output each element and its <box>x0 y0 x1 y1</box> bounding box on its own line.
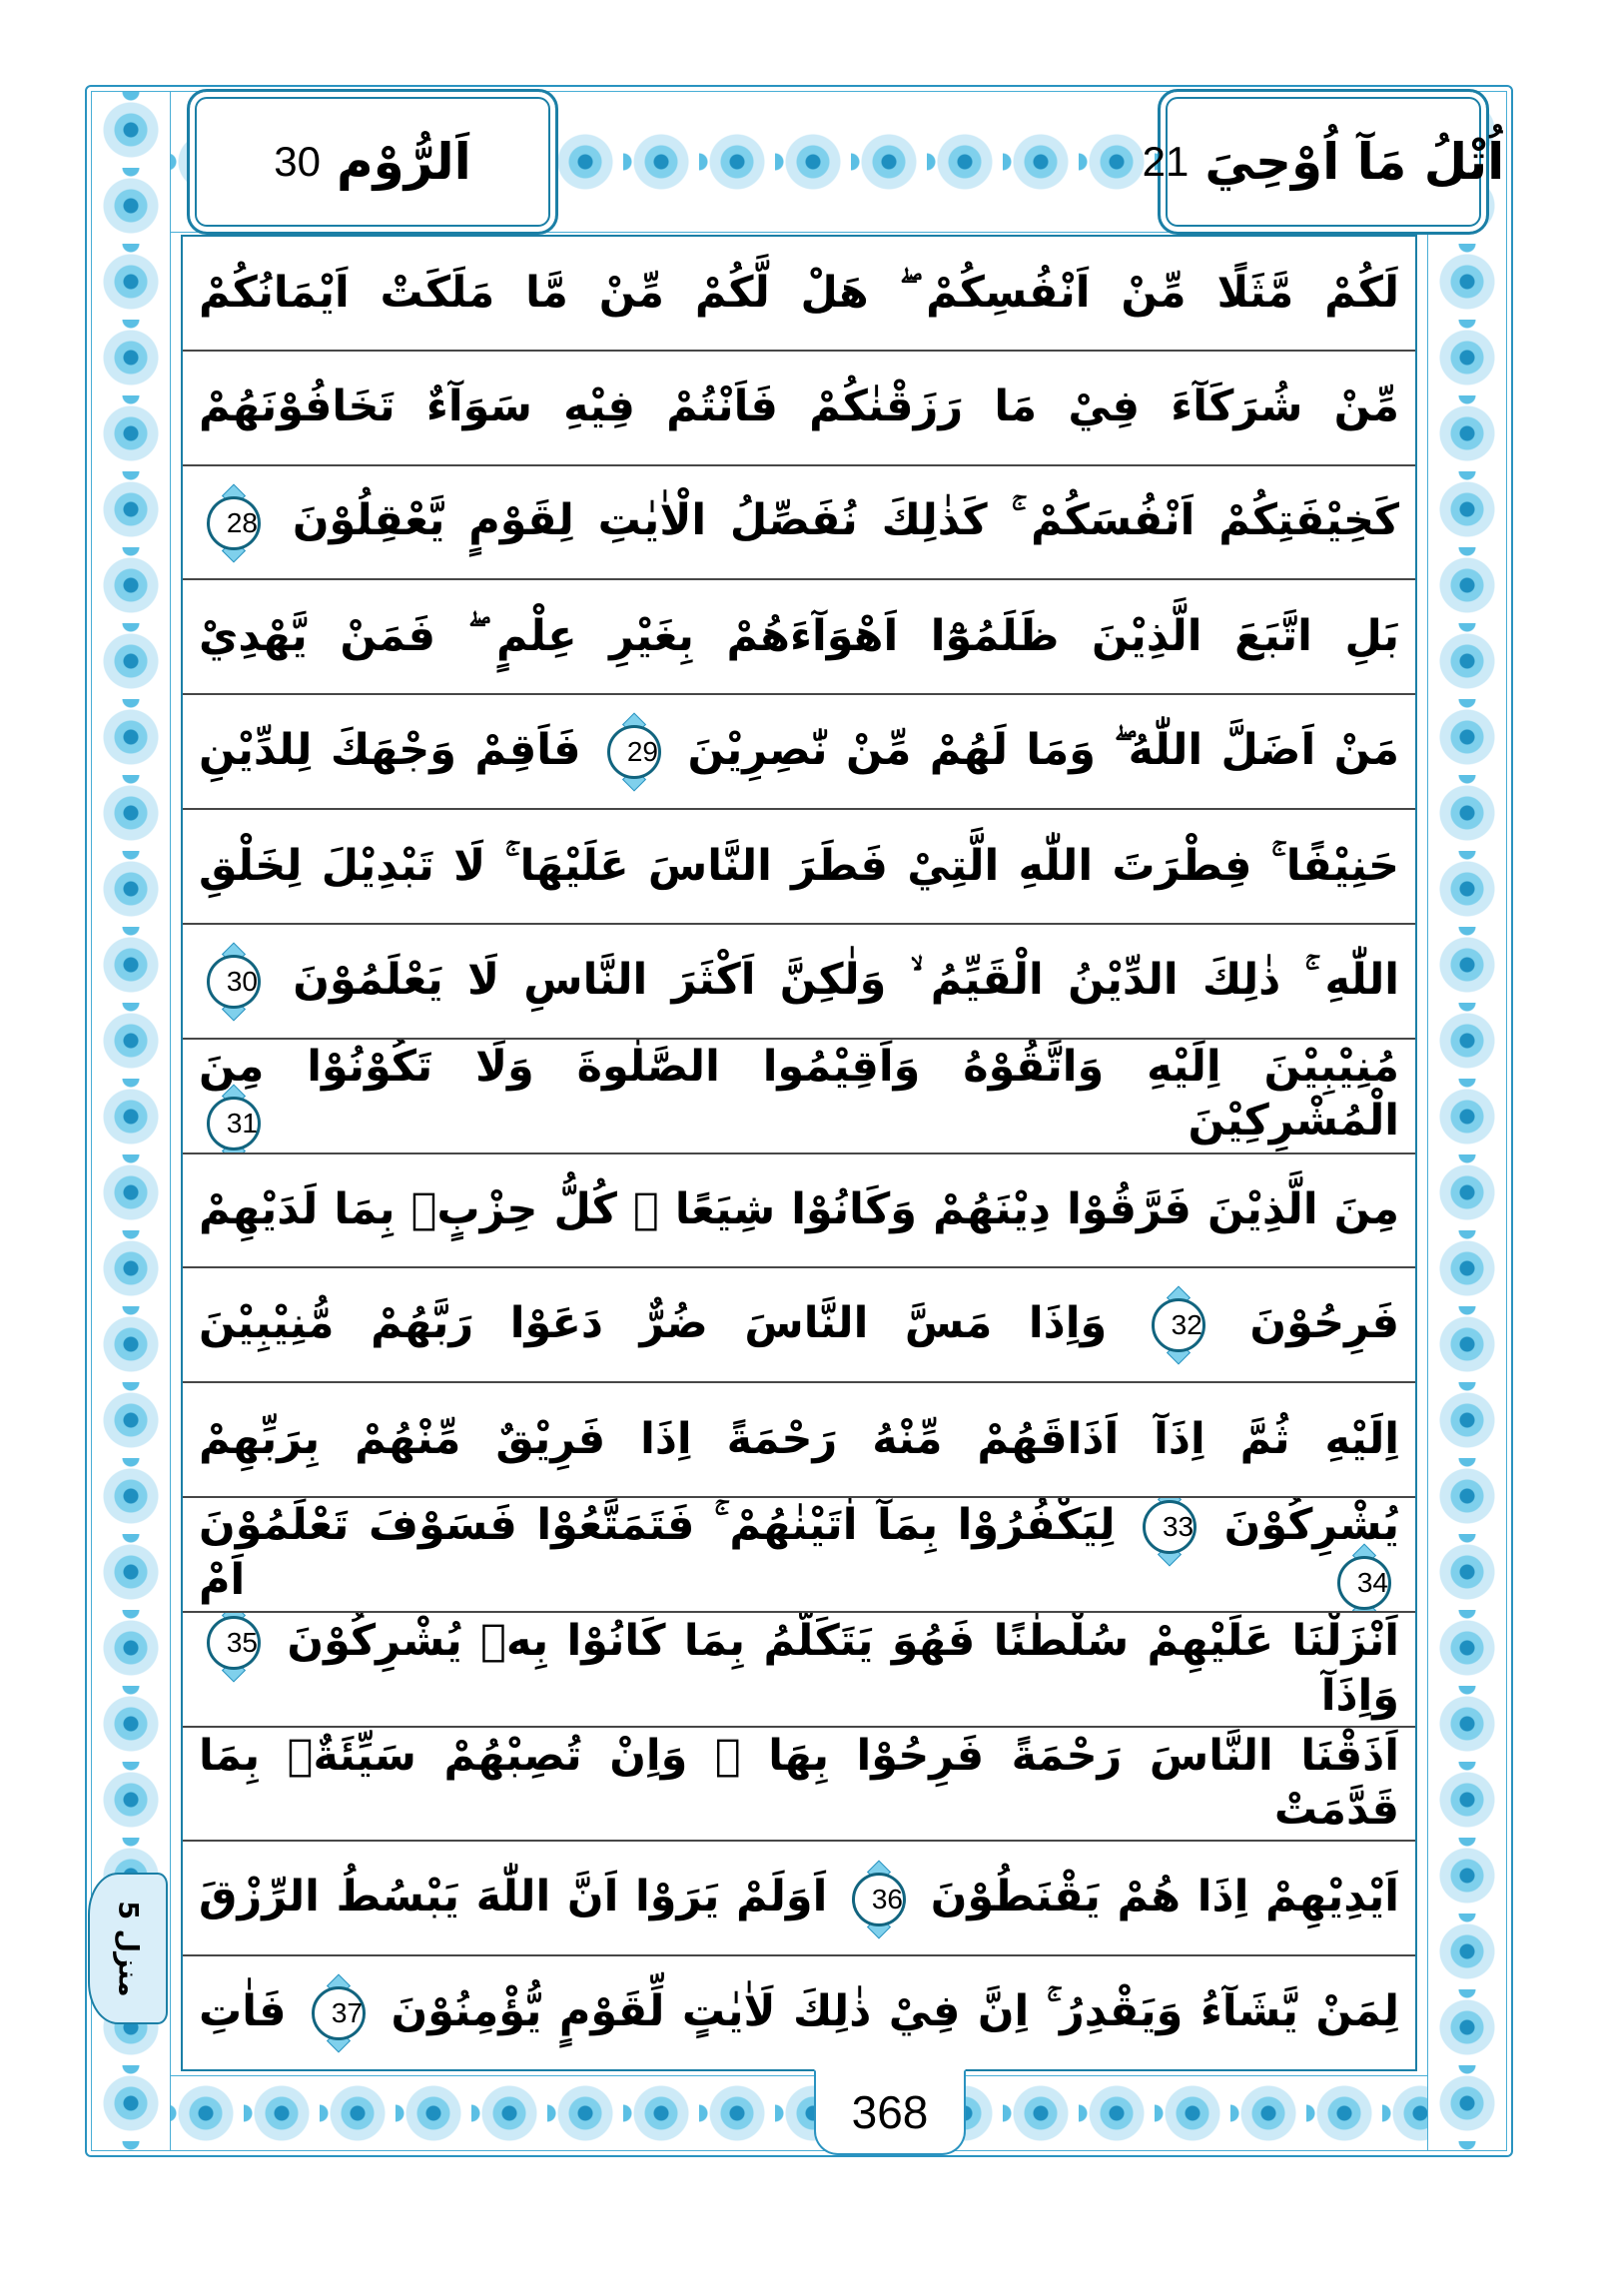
quran-line <box>199 494 1399 550</box>
ayah-text: حَنِيْفًا ۚ فِطْرَتَ اللّٰهِ الَّتِيْ فَطَرَ النَّاسَ عَلَيْهَا ۚ لَا تَبْدِيْلَ لِخَلْقِ <box>199 840 1399 891</box>
ayah-text: اَذَقْنَا النَّاسَ رَحْمَةً فَرِحُوْا بِهَا ۖ وَاِنْ تُصِبْهُمْ سَيِّئَةٌۢ بِمَا قَدَّمَتْ <box>199 1731 1399 1835</box>
page-number: 368 <box>851 2086 929 2138</box>
quran-line <box>199 1730 1399 1838</box>
ayah-text: اَيْدِيْهِمْ اِذَا هُمْ يَقْنَطُوْنَ <box>930 1872 1399 1922</box>
ayah-text: فَاٰتِ <box>199 1985 287 2036</box>
quran-line-row <box>183 925 1415 1040</box>
quran-line <box>199 1297 1399 1353</box>
quran-line-row <box>183 1040 1415 1154</box>
verse-number-badge: 30 <box>207 955 261 1009</box>
page-number-box <box>814 2069 966 2155</box>
ayah-text: وَاِذَا مَسَّ النَّاسَ ضُرٌّ دَعَوْا رَبَّهُمْ مُّنِيْبِيْنَ <box>199 1297 1108 1348</box>
manzil-marker <box>88 1873 168 2024</box>
quran-line <box>199 381 1399 434</box>
verse-number-badge: 37 <box>312 1986 366 2040</box>
verse-number-badge: 36 <box>852 1873 906 1926</box>
verse-number-badge: 33 <box>1143 1500 1197 1554</box>
ayah-text: لِمَنْ يَّشَآءُ وَيَقْدِرُ ۚ اِنَّ فِيْ ذٰلِكَ لَاٰيٰتٍ لِّقَوْمٍ يُّؤْمِنُوْنَ <box>391 1985 1399 2036</box>
quran-line <box>199 954 1399 1010</box>
quran-line-row <box>183 1154 1415 1269</box>
ornament-border-left <box>91 91 171 2151</box>
surah-name: اَلرُّوْم <box>336 133 471 191</box>
manzil-label: منزل 5 <box>112 1900 144 1997</box>
quran-line <box>199 610 1399 664</box>
quran-line-row <box>183 1268 1415 1383</box>
quran-line <box>199 1871 1399 1926</box>
juz-title-box <box>1142 89 1505 235</box>
ayah-text: مُنِيْبِيْنَ اِلَيْهِ وَاتَّقُوْهُ وَاَقِيْمُوا الصَّلٰوةَ وَلَا تَكُوْنُوْا مِنَ الْمُشْرِكِيْنَ <box>199 1042 1399 1147</box>
ayah-text: لَكُمْ مَّثَلًا مِّنْ اَنْفُسِكُمْ ۖ هَلْ لَّكُمْ مِّنْ مَّا مَلَكَتْ اَيْمَانُكُمْ <box>199 267 1399 318</box>
ornament-border-bottom <box>91 2075 1507 2151</box>
ayah-text: اَنْزَلْنَا عَلَيْهِمْ سُلْطٰنًا فَهُوَ يَتَكَلَّمُ بِمَا كَانُوْا بِهٖ يُشْرِكُوْنَ <box>287 1615 1399 1666</box>
juz-title: اُتْلُ مَآ اُوْحِيَ <box>1204 133 1505 191</box>
quran-line-row <box>183 466 1415 581</box>
ayah-text: كَخِيْفَتِكُمْ اَنْفُسَكُمْ ۚ كَذٰلِكَ نُفَصِّلُ الْاٰيٰتِ لِقَوْمٍ يَّعْقِلُوْنَ <box>292 495 1399 546</box>
ayah-text: اِلَيْهِ ثُمَّ اِذَآ اَذَاقَهُمْ مِّنْهُ رَحْمَةً اِذَا فَرِيْقٌ مِّنْهُمْ بِرَبِّهِمْ <box>199 1413 1399 1464</box>
ornament-border-right <box>1427 91 1507 2151</box>
quran-line <box>199 1985 1399 2041</box>
juz-number: 21 <box>1142 138 1190 185</box>
verse-number-badge: 29 <box>607 725 661 779</box>
quran-line <box>199 1041 1399 1149</box>
surah-title-box <box>187 89 558 235</box>
quran-line-row <box>183 580 1415 695</box>
quran-line-row <box>183 810 1415 925</box>
ayah-text: مِّنْ شُرَكَآءَ فِيْ مَا رَزَقْنٰكُمْ فَاَنْتُمْ فِيْهِ سَوَآءٌ تَخَافُوْنَهُمْ <box>199 382 1399 432</box>
quran-line-row <box>183 1383 1415 1498</box>
verse-number-badge: 32 <box>1152 1298 1205 1352</box>
quran-line-row <box>183 237 1415 352</box>
quran-line <box>199 1183 1399 1237</box>
quran-line <box>199 840 1399 894</box>
ayah-text: اللّٰهِ ۚ ذٰلِكَ الدِّيْنُ الْقَيِّمُ ۙ وَلٰكِنَّ اَكْثَرَ النَّاسِ لَا يَعْلَمُوْنَ <box>293 954 1399 1005</box>
decorative-frame <box>85 85 1513 2157</box>
quran-line-row <box>183 1613 1415 1728</box>
quran-line <box>199 1499 1399 1610</box>
ayah-text: اَوَلَمْ يَرَوْا اَنَّ اللّٰهَ يَبْسُطُ الرِّزْقَ <box>199 1872 828 1922</box>
ayah-text: وَاِذَآ <box>1320 1671 1399 1722</box>
quran-line <box>199 1413 1399 1467</box>
quran-line <box>199 1615 1399 1724</box>
verse-number-badge: 35 <box>207 1616 261 1670</box>
quran-line-row <box>183 352 1415 466</box>
ayah-text: فَرِحُوْنَ <box>1249 1297 1399 1348</box>
ayah-text: اَمْ <box>199 1555 246 1606</box>
verse-number-badge: 31 <box>207 1097 261 1150</box>
ayah-text: مِنَ الَّذِيْنَ فَرَّقُوْا دِيْنَهُمْ وَكَانُوْا شِيَعًا ۖ كُلُّ حِزْبٍۢ بِمَا لَدَيْهِمْ <box>199 1184 1399 1235</box>
quran-line-row <box>183 1728 1415 1843</box>
verse-number-badge: 28 <box>207 496 261 550</box>
quran-line-row <box>183 695 1415 810</box>
quran-line-row <box>183 1956 1415 2069</box>
surah-number: 30 <box>274 138 321 185</box>
verse-number-badge: 34 <box>1337 1556 1391 1610</box>
ayah-text: مَنْ اَضَلَّ اللّٰهُ ۖ وَمَا لَهُمْ مِّنْ نّٰصِرِيْنَ <box>687 724 1399 775</box>
quran-line <box>199 267 1399 321</box>
ayah-text: يُشْرِكُوْنَ <box>1223 1499 1399 1550</box>
ayah-text: فَاَقِمْ وَجْهَكَ لِلدِّيْنِ <box>199 724 581 775</box>
ayah-text: بَلِ اتَّبَعَ الَّذِيْنَ ظَلَمُوْٓا اَهْوَآءَهُمْ بِغَيْرِ عِلْمٍ ۖ فَمَنْ يَّهْدِيْ <box>199 610 1399 661</box>
quran-line-row <box>183 1842 1415 1956</box>
quran-line <box>199 724 1399 780</box>
ayah-text: لِيَكْفُرُوْا بِمَآ اٰتَيْنٰهُمْ ۚ فَتَمَتَّعُوْا فَسَوْفَ تَعْلَمُوْنَ <box>199 1499 1116 1550</box>
quran-text-area <box>181 235 1417 2071</box>
quran-line-row <box>183 1498 1415 1613</box>
